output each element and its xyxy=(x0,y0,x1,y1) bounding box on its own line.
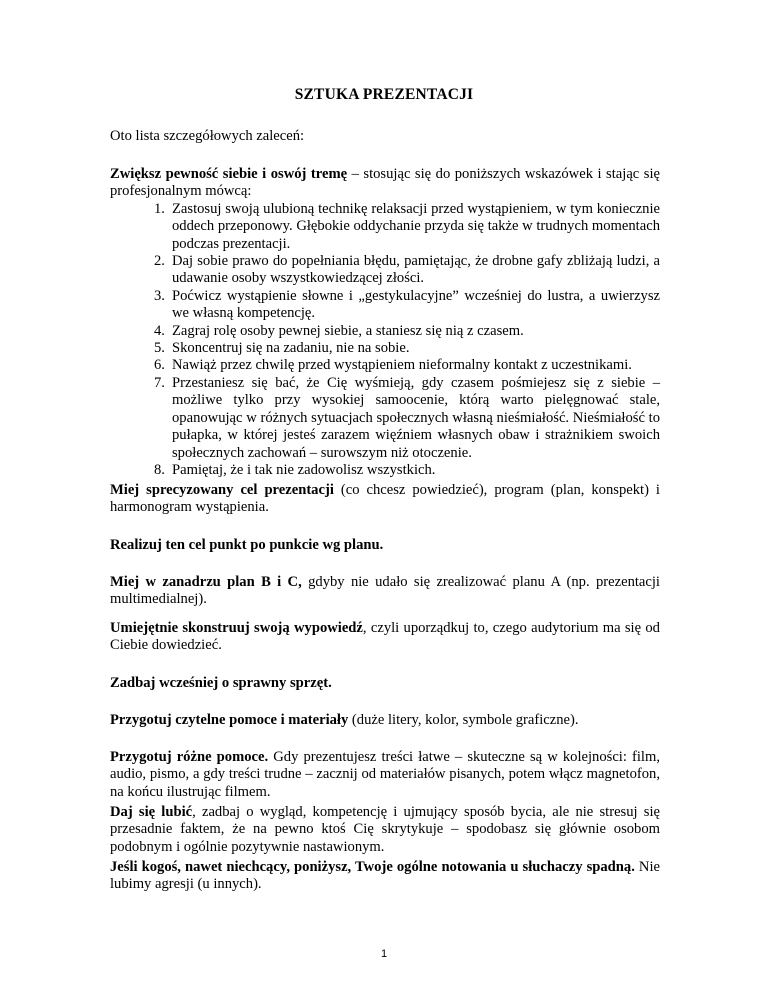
paragraph-backup-plan xyxy=(110,574,660,609)
section-confidence-rest: – stosując się do poniższych wskazówek i stając się profesjonalnym mówcą: xyxy=(110,166,660,200)
section-confidence-heading xyxy=(110,166,660,201)
list-item-text: Skoncentruj się na zadaniu, nie na sobie. xyxy=(172,340,410,357)
paragraph-likeable xyxy=(110,804,660,856)
paragraph-equipment xyxy=(110,675,660,692)
list-item-text: Zastosuj swoją ulubioną technikę relaksacji przed wystąpieniem, w tym koniecznie oddech przeponowy. Głębokie oddychanie przyda się także w trudnych momentach podczas prezentacji. xyxy=(172,200,660,252)
paragraph-bold: Realizuj ten cel punkt po punkcie wg planu. xyxy=(110,537,384,553)
paragraph-bold: Daj się lubić xyxy=(110,804,193,820)
list-item-text: Poćwicz wystąpienie słowne i „gestykulacyjne” wcześniej do lustra, a uwierzysz we własną kompetencję. xyxy=(172,287,660,322)
paragraph-plan xyxy=(110,537,660,554)
list-item-text: Zagraj rolę osoby pewnej siebie, a staniesz się nią z czasem. xyxy=(172,322,524,339)
list-item xyxy=(110,340,660,357)
list-item-text: Daj sobie prawo do popełniania błędu, pamiętając, że drobne gafy zbliżają ludzi, a udawanie osoby wszystkowiedzącej złości. xyxy=(172,253,660,287)
list-item xyxy=(110,462,660,479)
paragraph-text: (duże litery, kolor, symbole graficzne). xyxy=(348,712,579,728)
list-item-text: Przestaniesz się bać, że Cię wyśmieją, gdy czasem pośmiejesz się z siebie – możliwe tylko przy wysokiej samoocenie, którą warto pielęgnować stale, opanowując w różnych sytuacjach społecznych własną nieśmiałość. Nieśmiałość to pułapka, w której jesteś zarazem więźniem własnych obaw i strażnikiem swoich społecznych zachowań – surowszym niż otoczenie. xyxy=(172,374,660,461)
list-item xyxy=(110,375,660,462)
section-confidence xyxy=(110,166,660,479)
rules-list xyxy=(110,201,660,480)
list-item-number: 7. xyxy=(154,374,165,391)
list-item-number: 5. xyxy=(154,340,165,357)
paragraph-bold: Miej sprecyzowany cel prezentacji xyxy=(110,482,334,498)
list-item xyxy=(110,357,660,374)
list-item-number: 6. xyxy=(154,357,165,374)
paragraph-bold: Zadbaj wcześniej o sprawny sprzęt. xyxy=(110,675,332,691)
paragraph-text: (co chcesz powiedzieć), program (plan, konspekt) i harmonogram wystąpienia. xyxy=(110,482,660,516)
paragraph-structure xyxy=(110,620,660,655)
paragraph-aggression xyxy=(110,859,660,894)
paragraph-text: gdyby nie udało się zrealizować planu A (np. prezentacji multimedialnej). xyxy=(110,574,660,608)
page-number: 1 xyxy=(380,948,388,960)
paragraph-bold: Umiejętnie skonstruuj swoją wypowiedź xyxy=(110,620,363,636)
paragraph-bold: Przygotuj różne pomoce. xyxy=(110,749,269,765)
list-item xyxy=(110,201,660,253)
paragraph-text: , czyli uporządkuj to, czego audytorium ma się od Ciebie dowiedzieć. xyxy=(110,620,660,654)
list-item-text: Pamiętaj, że i tak nie zadowolisz wszystkich. xyxy=(172,461,436,478)
list-item-number: 2. xyxy=(154,253,165,270)
paragraph-text: , zadbaj o wygląd, kompetencję i ujmujący sposób bycia, ale nie stresuj się przesadnie faktem, że na pewno ktoś Cię skrytykuje – spodobasz się głównie osobom podobnym i ogólnie pozytywnie nastawionym. xyxy=(110,804,660,855)
list-item-number: 8. xyxy=(154,461,165,478)
list-item xyxy=(110,253,660,288)
paragraph-materials xyxy=(110,712,660,729)
intro-text: Oto lista szczegółowych zaleceń: xyxy=(110,128,305,144)
paragraph-text: Gdy prezentujesz treści łatwe – skuteczne są w kolejności: film, audio, pismo, a gdy treści trudne – zacznij od materiałów pisanych, potem włącz magnetofon, na końcu ilustrując filmem. xyxy=(110,749,660,800)
list-item-number: 3. xyxy=(154,287,165,304)
list-item-number: 4. xyxy=(154,322,165,339)
list-item xyxy=(110,288,660,323)
paragraph-bold: Przygotuj czytelne pomoce i materiały xyxy=(110,712,349,728)
list-item-text: Nawiąż przez chwilę przed wystąpieniem nieformalny kontakt z uczestnikami. xyxy=(172,357,632,374)
paragraph-text: Nie lubimy agresji (u innych). xyxy=(110,859,660,893)
paragraph-goal xyxy=(110,482,660,517)
section-confidence-bold: Zwiększ pewność siebie i oswój tremę xyxy=(110,166,348,182)
paragraph-aids xyxy=(110,749,660,801)
list-item-number: 1. xyxy=(154,200,165,217)
paragraph-bold: Miej w zanadrzu plan B i C, xyxy=(110,574,302,590)
paragraph-bold: Jeśli kogoś, nawet niechcący, poniżysz, Twoje ogólne notowania u słuchaczy spadną. xyxy=(110,859,635,875)
document-title: SZTUKA PREZENTACJI xyxy=(294,86,474,103)
list-item xyxy=(110,323,660,340)
